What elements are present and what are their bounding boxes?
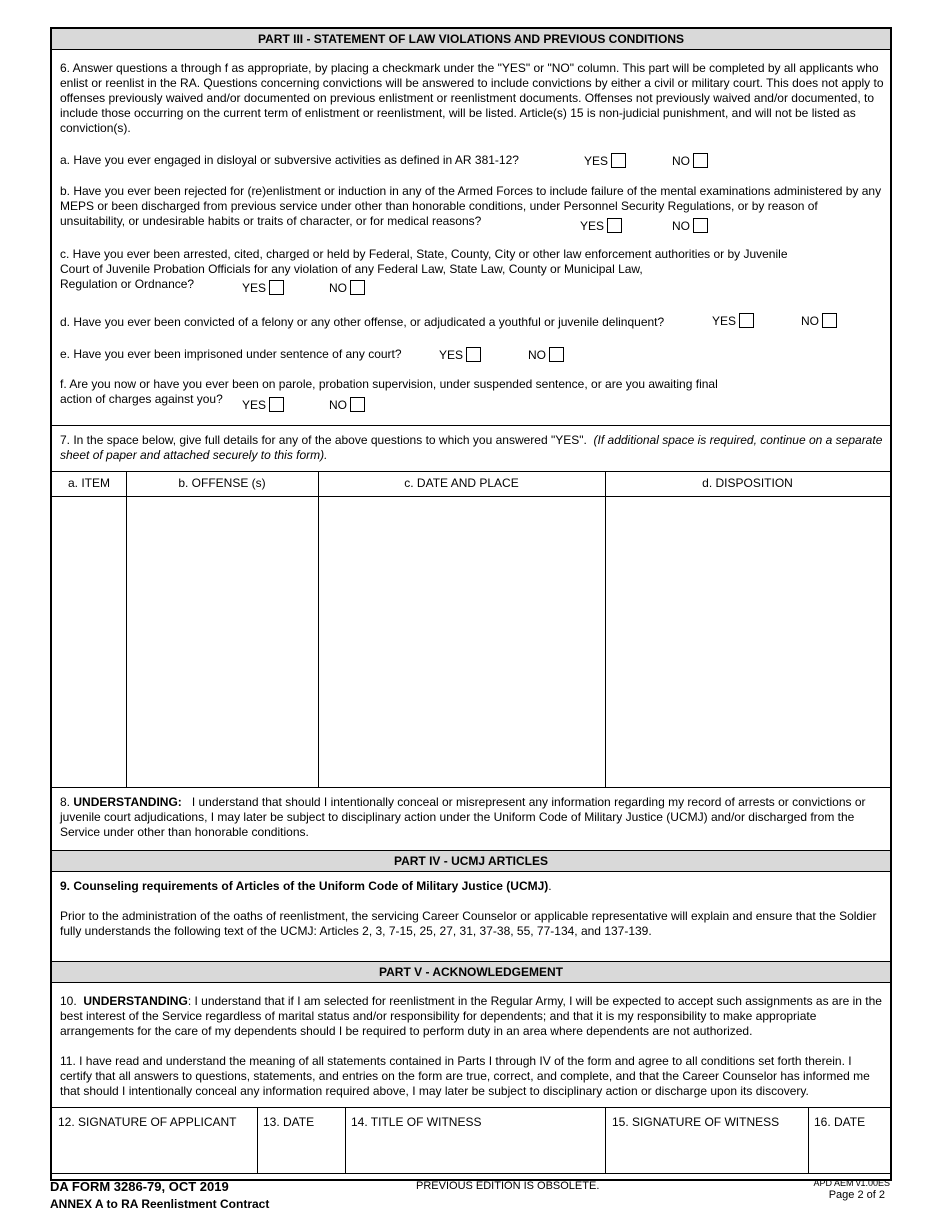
question-c-line3: Regulation or Ordnance? <box>60 277 195 291</box>
q-a-no-checkbox[interactable] <box>693 153 708 168</box>
edition-note: PREVIOUS EDITION IS OBSOLETE. <box>416 1180 600 1192</box>
divider <box>52 425 890 426</box>
q-b-no-checkbox[interactable] <box>693 218 708 233</box>
yes-label: YES <box>712 314 737 328</box>
q10-num: 10. <box>60 994 77 1008</box>
q-b-no[interactable] <box>672 218 708 233</box>
no-label: NO <box>528 348 546 362</box>
yes-label: YES <box>439 348 464 362</box>
question-a: a. Have you ever engaged in disloyal or subversive activities as defined in AR 381-12? <box>60 153 519 167</box>
q7-main: 7. In the space below, give full details for any of the above questions to which you answered "YES". <box>60 433 587 447</box>
col-date-place: c. DATE AND PLACE <box>404 476 519 490</box>
q6-instructions: 6. Answer questions a through f as appropriate, by placing a checkmark under the "YES" or "NO" column. This part will be completed by all applicants who enlist or reenlist in the RA. Questions concerning convictions will be answered to include convictions by either a civil or military court. This does not apply to offenses previously waived and/or documented on previous enlistment or reenlistment documents. Offenses not previously waived and/or documented, to include those occurring on the current term of enlistment or reenlistment, will be listed. Article(s) 15 is non-judicial punishment, and will not be listed as conviction(s). <box>60 61 884 135</box>
table-top <box>52 471 890 472</box>
yes-label: YES <box>580 219 605 233</box>
no-label: NO <box>672 154 690 168</box>
q10-text: : I understand that if I am selected for reenlistment in the Regular Army, I will be expected to accept such assignments as are in the best interest of the Service regardless of marital status and/or responsibility for dependents; and that it is my responsibility to make appropriate arrangements for the care of my dependents should I be required to perform duty in an area where dependents are not authorized. <box>60 994 882 1038</box>
q-c-yes-checkbox[interactable] <box>269 280 284 295</box>
q-a-yes[interactable] <box>584 153 626 168</box>
yes-label: YES <box>242 281 267 295</box>
q8-text: I understand that should I intentionally conceal or misrepresent any information regarding my record of arrests or convictions or juvenile court adjudications, I may later be subject to disciplinary action under the Uniform Code of Military Justice (UCMJ) and/or discharged from the Service under other than honorable conditions. <box>60 795 866 839</box>
sig-row-bottom <box>52 1173 890 1174</box>
question-b-text: b. Have you ever been rejected for (re)enlistment or induction in any of the Armed Forces to include failure of the mental examinations administered by any MEPS or been discharged from previous service under other than honorable conditions, under Personnel Security Regulations, or by reason of unsuitability, or undesirable habits or traits of character, or for medical reasons? <box>60 184 882 228</box>
q9-title: 9. Counseling requirements of Articles of the Uniform Code of Military Justice (UCMJ) <box>60 879 549 893</box>
witness-title-label: 14. TITLE OF WITNESS <box>351 1115 482 1129</box>
col-item: a. ITEM <box>67 476 110 490</box>
q-a-no[interactable] <box>672 153 708 168</box>
sig-row-top <box>52 1107 890 1108</box>
applicant-date-label: 13. DATE <box>263 1115 315 1129</box>
no-label: NO <box>329 281 347 295</box>
applicant-signature-field[interactable] <box>58 1115 257 1171</box>
question-c-line1: c. Have you ever been arrested, cited, charged or held by Federal, State, County, City or other law enforcement authorities or by Juvenile <box>60 247 788 261</box>
q7-note: (If additional space is required, continue on a separate sheet of paper and attached securely to this form). <box>60 433 883 462</box>
q-e-no[interactable] <box>528 347 564 362</box>
q-b-yes-checkbox[interactable] <box>607 218 622 233</box>
question-9: 9. Counseling requirements of Articles of the Uniform Code of Military Justice (UCMJ). <box>60 879 552 893</box>
q-d-no-checkbox[interactable] <box>822 313 837 328</box>
annex-label: ANNEX A to RA Reenlistment Contract <box>50 1197 270 1211</box>
yes-label: YES <box>584 154 609 168</box>
page-number: Page 2 of 2 <box>828 1189 885 1201</box>
witness-date-label: 16. DATE <box>814 1115 866 1129</box>
q8-bold: UNDERSTANDING: <box>73 795 182 809</box>
disposition-entry-area[interactable] <box>606 497 890 787</box>
col-disposition: d. DISPOSITION <box>702 476 793 490</box>
q-e-yes-checkbox[interactable] <box>466 347 481 362</box>
question-10 <box>60 994 884 1039</box>
q8-num: 8. <box>60 795 71 809</box>
date-place-entry-area[interactable] <box>319 497 605 787</box>
sig-divider <box>257 1107 258 1173</box>
q-f-yes-checkbox[interactable] <box>269 397 284 412</box>
question-11: 11. I have read and understand the meaning of all statements contained in Parts I through IV of the form and agree to all conditions set forth therein. I certify that all answers to questions, statements, and entries on the form are true, correct, and complete, and that the Career Counselor has informed me that should I intentionally conceal any information required above, I may later be subject to disciplinary action or discharge upon its discovery. <box>60 1054 870 1098</box>
no-label: NO <box>672 219 690 233</box>
form-id: DA FORM 3286-79, OCT 2019 <box>50 1179 229 1194</box>
question-d: d. Have you ever been convicted of a felony or any other offense, or adjudicated a youthful or juvenile delinquent? <box>60 315 665 329</box>
offense-entry-area[interactable] <box>127 497 318 787</box>
question-8 <box>60 795 884 840</box>
table-bottom <box>52 787 890 788</box>
applicant-date-field[interactable] <box>263 1115 345 1171</box>
col-offense: b. OFFENSE (s) <box>178 476 266 490</box>
witness-title-field[interactable] <box>351 1115 605 1171</box>
q-c-no-checkbox[interactable] <box>350 280 365 295</box>
sig-divider <box>345 1107 346 1173</box>
sig-divider <box>808 1107 809 1173</box>
witness-date-field[interactable] <box>814 1115 888 1171</box>
q-c-no[interactable] <box>329 280 365 295</box>
question-7 <box>60 433 884 463</box>
question-f-line2: action of charges against you? <box>60 392 223 406</box>
part4-header: PART IV - UCMJ ARTICLES <box>52 850 890 872</box>
version-label: APD AEM v1.00ES <box>813 1178 890 1188</box>
question-b <box>60 184 884 229</box>
q-f-yes[interactable] <box>242 397 284 412</box>
q-e-yes[interactable] <box>439 347 481 362</box>
q10-bold: UNDERSTANDING <box>83 994 188 1008</box>
q-b-yes[interactable] <box>580 218 622 233</box>
q-d-yes-checkbox[interactable] <box>739 313 754 328</box>
q-c-yes[interactable] <box>242 280 284 295</box>
no-label: NO <box>801 314 819 328</box>
item-entry-area[interactable] <box>52 497 126 787</box>
witness-signature-label: 15. SIGNATURE OF WITNESS <box>612 1115 780 1129</box>
form-page <box>50 27 892 1181</box>
q-d-yes[interactable] <box>712 313 754 328</box>
no-label: NO <box>329 398 347 412</box>
part5-header: PART V - ACKNOWLEDGEMENT <box>52 961 890 983</box>
sig-divider <box>605 1107 606 1173</box>
question-c-line2: Court of Juvenile Probation Officials for any violation of any Federal Law, State Law, County or Municipal Law, <box>60 262 643 276</box>
witness-signature-field[interactable] <box>612 1115 808 1171</box>
q-d-no[interactable] <box>801 313 837 328</box>
question-9-text: Prior to the administration of the oaths of reenlistment, the servicing Career Counselor or applicable representative will explain and ensure that the Soldier fully understands the following text of the UCMJ: Articles 2, 3, 7-15, 25, 27, 31, 37-38, 55, 77-134, and 137-139. <box>60 909 877 938</box>
q-a-yes-checkbox[interactable] <box>611 153 626 168</box>
part3-header: PART III - STATEMENT OF LAW VIOLATIONS AND PREVIOUS CONDITIONS <box>52 29 890 50</box>
question-e: e. Have you ever been imprisoned under sentence of any court? <box>60 347 402 361</box>
q-f-no[interactable] <box>329 397 365 412</box>
yes-label: YES <box>242 398 267 412</box>
applicant-signature-label: 12. SIGNATURE OF APPLICANT <box>58 1115 237 1129</box>
q-f-no-checkbox[interactable] <box>350 397 365 412</box>
q-e-no-checkbox[interactable] <box>549 347 564 362</box>
question-f-line1: f. Are you now or have you ever been on parole, probation supervision, under suspended sentence, or are you awaiting final <box>60 377 718 391</box>
